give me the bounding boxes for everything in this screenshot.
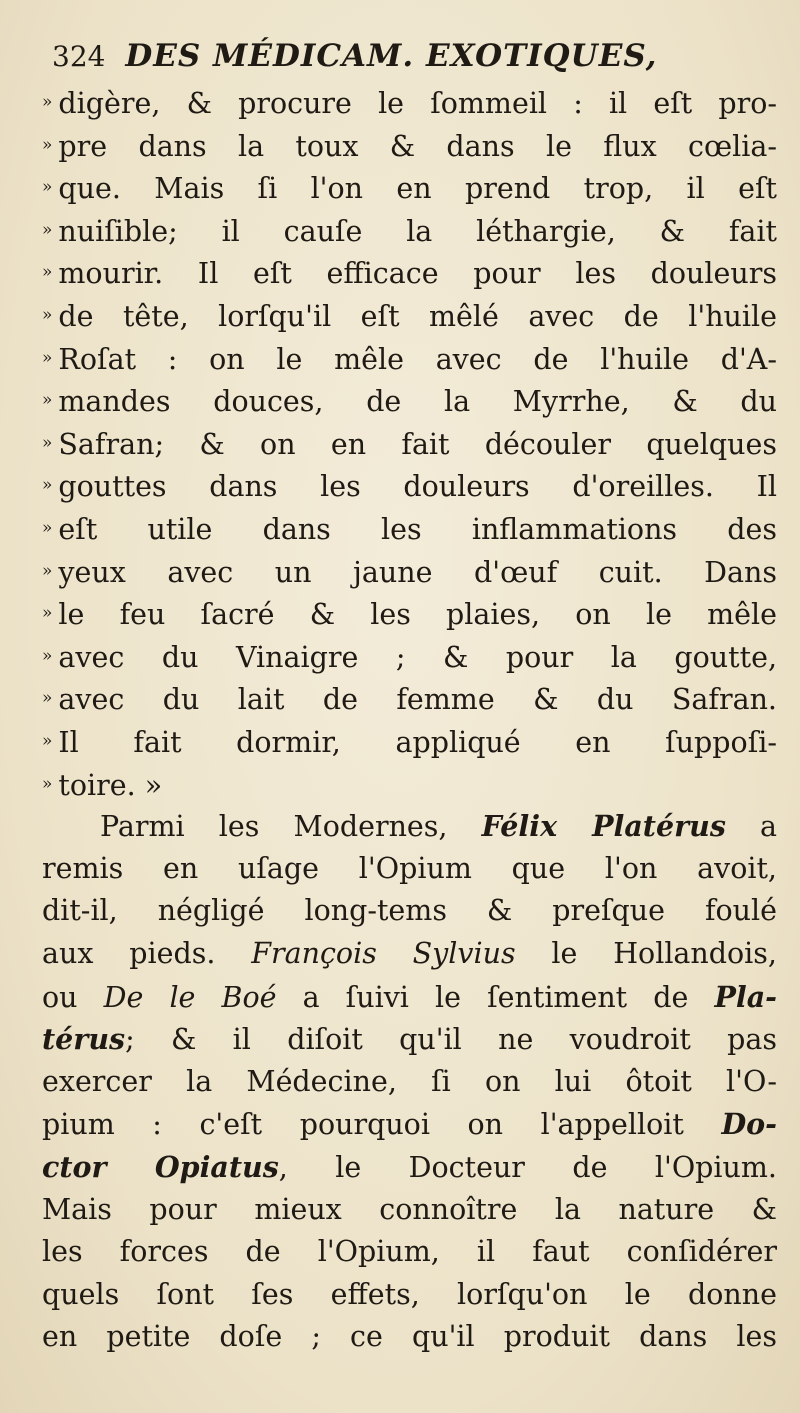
quote-mark: » <box>42 688 53 709</box>
text-segment: digère, & procure le ſommeil : il eſt pro- <box>58 87 777 120</box>
text-segment: quels ſont ſes effets, lorſqu'on le donne <box>42 1277 777 1311</box>
quote-mark: » <box>42 645 53 666</box>
text-segment: le Hollandois, <box>515 937 777 970</box>
text-line <box>42 806 777 846</box>
text-line <box>42 1275 777 1315</box>
text-line <box>42 1147 777 1187</box>
quote-mark: » <box>42 219 53 240</box>
text-line <box>42 508 777 548</box>
text-segment: aux pieds. <box>42 937 252 970</box>
text-segment: toire. » <box>58 768 163 802</box>
text-line <box>42 338 777 378</box>
text-segment: De le Boé <box>103 980 277 1014</box>
text-segment: ; & il diſoit qu'il ne voudroit pas <box>125 1023 777 1057</box>
text-line <box>42 678 777 718</box>
text-segment: ctor Opiatus <box>42 1150 279 1184</box>
text-line <box>42 1104 777 1144</box>
quote-mark: » <box>42 475 53 496</box>
quote-mark: » <box>42 390 53 411</box>
running-title: DES MÉDICAM. EXOTIQUES, <box>125 38 658 74</box>
quote-mark: » <box>42 518 53 538</box>
text-line <box>42 1317 777 1357</box>
text-line <box>42 593 777 633</box>
text-line <box>42 167 777 207</box>
text-segment: ou <box>42 980 104 1014</box>
text-segment: nuiſible; il cauſe la léthargie, & fait <box>58 214 777 248</box>
text-segment: térus <box>42 1022 126 1057</box>
text-segment: avec du lait de femme & du Safran. <box>58 683 777 717</box>
text-line <box>42 934 777 974</box>
text-segment: de tête, lorſqu'il eſt mêlé avec de l'huile <box>58 300 777 333</box>
text-segment: avec du Vinaigre ; & pour la goutte, <box>58 640 777 674</box>
text-segment: remis en uſage l'Opium que l'on avoit, <box>42 851 777 885</box>
text-segment: a ſuivi le ſentiment de <box>276 980 715 1014</box>
quote-mark: » <box>42 603 53 624</box>
text-segment: a <box>725 810 777 844</box>
text-line <box>42 1190 777 1230</box>
text-line <box>42 465 777 505</box>
text-segment: Parmi les Modernes, <box>100 810 482 844</box>
text-line <box>42 380 777 420</box>
text-line <box>42 849 777 889</box>
text-line <box>42 1062 777 1102</box>
text-line <box>42 551 777 591</box>
text-line <box>42 125 777 165</box>
quote-mark: » <box>42 92 53 112</box>
text-segment: Félix Platérus <box>481 809 726 844</box>
text-segment: le feu ſacré & les plaies, on le mêle <box>58 598 777 632</box>
text-line <box>42 977 777 1017</box>
quote-mark: » <box>42 731 53 751</box>
text-line <box>42 721 777 761</box>
text-segment: mandes douces, de la Myrrhe, & du <box>58 385 777 419</box>
quote-mark: » <box>42 347 53 368</box>
quote-mark: » <box>42 177 53 198</box>
text-line <box>42 423 777 463</box>
text-line <box>42 891 777 931</box>
page-number: 324 <box>52 40 106 73</box>
text-segment: , le Docteur de l'Opium. <box>278 1151 777 1184</box>
text-segment: les forces de l'Opium, il faut conſidérer <box>42 1235 777 1269</box>
quote-mark: » <box>42 432 53 453</box>
text-line <box>42 82 777 122</box>
text-segment: en petite doſe ; ce qu'il produit dans les <box>42 1320 777 1354</box>
text-segment: Do- <box>721 1107 777 1142</box>
text-segment: Roſat : on le mêle avec de l'huile d'A- <box>58 342 777 376</box>
text-segment: que. Mais ſi l'on en prend trop, il eſt <box>58 172 777 206</box>
text-line <box>42 295 777 335</box>
quote-mark: » <box>42 305 53 325</box>
text-segment: Mais pour mieux connoître la nature & <box>42 1192 777 1226</box>
quote-mark: » <box>42 560 53 581</box>
text-line <box>42 636 777 676</box>
quote-mark: » <box>42 773 53 794</box>
text-segment: yeux avec un jaune d'œuf cuit. Dans <box>58 555 777 589</box>
text-segment: Pla- <box>714 979 778 1014</box>
text-segment: pre dans la toux & dans le flux cœlia- <box>58 129 777 163</box>
text-segment: mourir. Il eſt efficace pour les douleurs <box>58 257 777 291</box>
text-segment: eſt utile dans les inflammations des <box>58 513 777 546</box>
text-segment: gouttes dans les douleurs d'oreilles. Il <box>58 470 777 504</box>
text-segment: François Sylvius <box>251 937 516 970</box>
text-segment: exercer la Médecine, ſi on lui ôtoit l'O- <box>42 1064 777 1098</box>
text-segment: pium : c'eſt pourquoi on l'appelloit <box>42 1108 722 1142</box>
text-line <box>42 764 777 804</box>
text-line <box>42 1232 777 1272</box>
quote-mark: » <box>42 134 53 155</box>
text-line <box>42 210 777 250</box>
text-segment: Il fait dormir, appliqué en ſuppoſi- <box>58 726 777 759</box>
text-segment: Safran; & on en fait découler quelques <box>58 427 777 461</box>
text-line <box>42 1019 777 1059</box>
text-line <box>42 252 777 292</box>
text-segment: dit-il, négligé long-tems & preſque foulé <box>42 894 777 928</box>
quote-mark: » <box>42 262 53 283</box>
